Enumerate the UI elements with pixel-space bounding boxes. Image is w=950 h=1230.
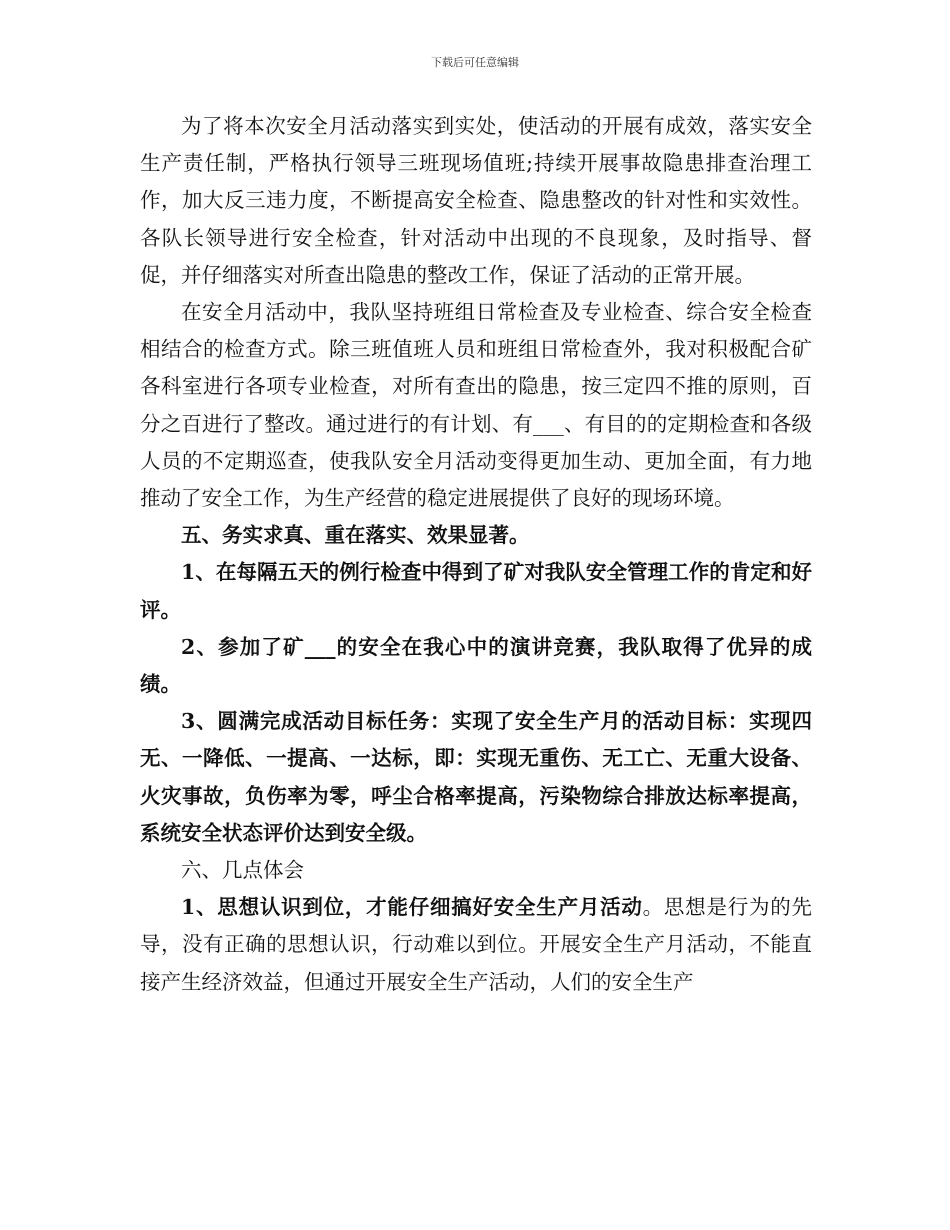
insight-1-lead: 1、思想认识到位，才能仔细搞好安全生产月活动 (181, 895, 643, 920)
list-item-1: 1、在每隔五天的例行检查中得到了矿对我队安全管理工作的肯定和好评。 (140, 560, 812, 622)
document-body (140, 108, 812, 1001)
paragraph-inspection-methods: 在安全月活动中，我队坚持班组日常检查及专业检查、综合安全检查相结合的检查方式。除三班值班人员和班组日常检查外，我对积极配合矿各科室进行各项专业检查，对所有查出的隐患，按三定四不推的原则，百分之百进行了整改。通过进行的有计划、有___、有目的的定期检查和各级人员的不定期巡查，使我队安全月活动变得更加生动、更加全面，有力地推动了安全工作，为生产经营的稳定进展提供了良好的现场环境。 (140, 300, 812, 511)
insight-1-body: 。思想是行为的先导，没有正确的思想认识，行动难以到位。开展安全生产月活动，不能直接产生经济效益，但通过开展安全生产活动，人们的安全生产 (140, 895, 813, 994)
list-item-3: 3、圆满完成活动目标任务：实现了安全生产月的活动目标：实现四无、一降低、一提高、一达标，即：实现无重伤、无工亡、无重大设备、火灾事故，负伤率为零，呼尘合格率提高，污染物综合排放达标率提高，系统安全状态评价达到安全级。 (140, 709, 812, 845)
section-heading-six: 六、几点体会 (181, 858, 304, 883)
paragraph-insight-1 (140, 889, 812, 1001)
section-heading-five: 五、务实求真、重在落实、效果显著。 (181, 523, 530, 548)
page-header-note: 下载后可任意编辑 (431, 56, 519, 69)
list-item-2: 2、参加了矿___的安全在我心中的演讲竞赛，我队取得了优异的成绩。 (140, 634, 812, 697)
paragraph-safety-month-implementation: 为了将本次安全月活动落实到实处，使活动的开展有成效，落实安全生产责任制，严格执行领导三班现场值班;持续开展事故隐患排查治理工作，加大反三违力度，不断提高安全检查、隐患整改的针对性和实效性。各队长领导进行安全检查，针对活动中出现的不良现象，及时指导、督促，并仔细落实对所查出隐患的整改工作，保证了活动的正常开展。 (140, 114, 812, 287)
